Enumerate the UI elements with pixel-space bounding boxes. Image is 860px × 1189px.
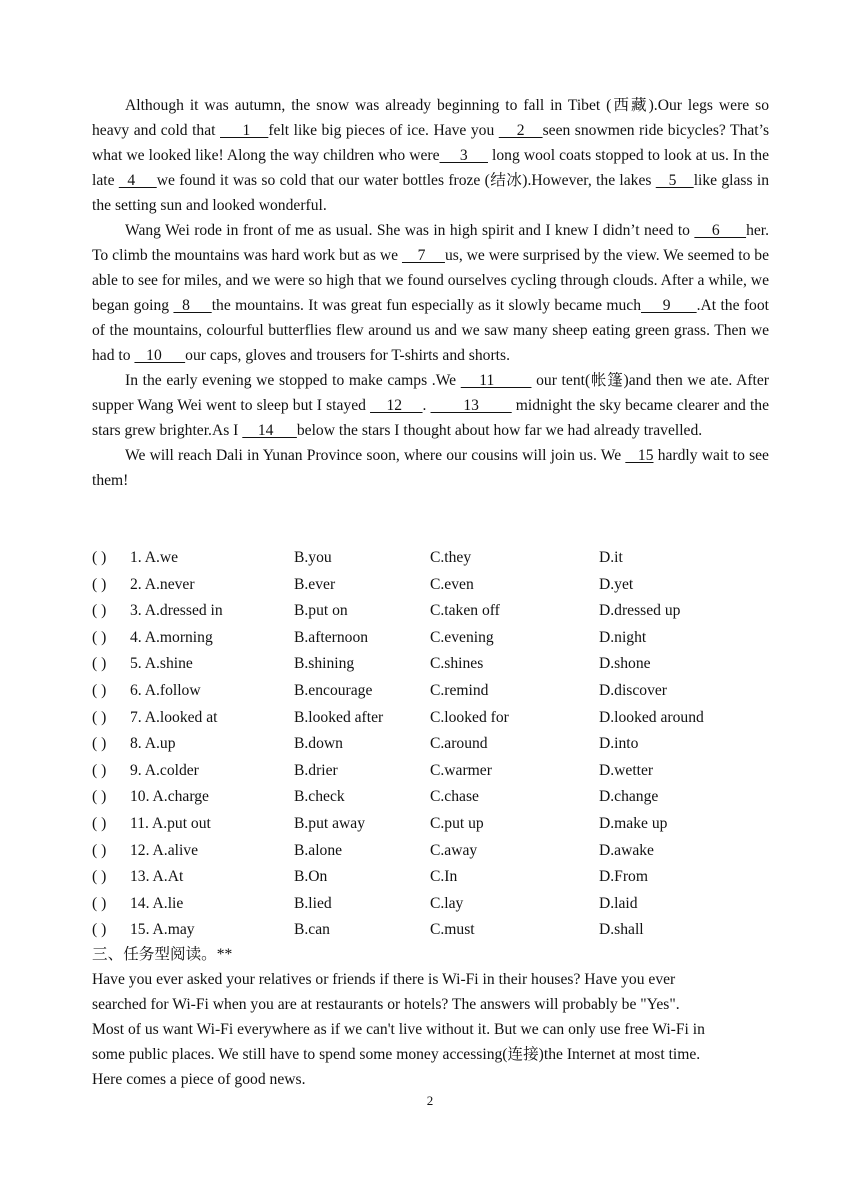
text-span: the mountains. It was great fun especially as it slowly became much — [211, 297, 641, 314]
blank-1: 1 — [220, 122, 269, 139]
option-b: B.alone — [294, 841, 343, 859]
text-span: us, we were surprised by the view. We seemed to be able to see for miles, and we were so high that we found ourselves cycling through clouds. After a while, we began going — [92, 247, 770, 314]
cloze-passage — [92, 93, 769, 493]
option-d: D.wetter — [599, 761, 654, 779]
question-row — [92, 838, 769, 865]
option-c: C.looked for — [430, 708, 509, 726]
question-row — [92, 758, 769, 785]
blank-15: 15 — [625, 447, 654, 464]
option-c: C.lay — [430, 894, 464, 912]
reading-line: some public places. We still have to spend some money accessing(连接)the Internet at most time. — [92, 1046, 701, 1063]
option-d: D.change — [599, 788, 659, 806]
option-c: C.taken off — [430, 602, 500, 620]
blank-11: 11 — [460, 372, 532, 389]
reading-line: Have you ever asked your relatives or friends if there is Wi-Fi in their houses? Have you ever — [92, 971, 676, 988]
question-row — [92, 651, 769, 678]
option-c: C.remind — [430, 681, 489, 699]
answer-bracket: ( ) — [92, 735, 107, 753]
paragraph-3 — [92, 368, 769, 443]
option-b: B.shining — [294, 655, 355, 673]
answer-bracket: ( ) — [92, 841, 107, 859]
answer-bracket: ( ) — [92, 814, 107, 832]
option-b: B.lied — [294, 894, 332, 912]
option-c: C.chase — [430, 788, 479, 806]
question-row — [92, 572, 769, 599]
option-c: C.away — [430, 841, 478, 859]
option-c: C.evening — [430, 628, 494, 646]
option-d: D.shall — [599, 921, 644, 939]
option-c: C.In — [430, 868, 458, 886]
option-d: D.into — [599, 735, 639, 753]
option-d: D.make up — [599, 814, 668, 832]
text-span: midnight the sky became clearer and the stars grew brighter.As I — [92, 397, 769, 439]
option-b: B.drier — [294, 761, 338, 779]
option-a: 15. A.may — [130, 921, 195, 939]
option-d: D.shone — [599, 655, 651, 673]
blank-13: 13 — [430, 397, 512, 414]
option-a: 8. A.up — [130, 735, 176, 753]
text-span: her. To climb the mountains was hard work but as we — [92, 222, 770, 264]
option-c: C.warmer — [430, 761, 492, 779]
answer-bracket: ( ) — [92, 575, 107, 593]
blank-14: 14 — [242, 422, 297, 439]
answer-bracket: ( ) — [92, 894, 107, 912]
option-b: B.down — [294, 735, 343, 753]
option-b: B.afternoon — [294, 628, 369, 646]
blank-10: 10 — [134, 347, 186, 364]
page-number: 2 — [426, 1093, 434, 1108]
text-span: felt like big pieces of ice. Have you — [268, 122, 499, 139]
option-a: 7. A.looked at — [130, 708, 218, 726]
text-span: Wang Wei rode in front of me as usual. She was in high spirit and I knew I didn’t need to — [125, 222, 695, 239]
option-d: D.dressed up — [599, 602, 681, 620]
blank-2: 2 — [498, 122, 543, 139]
blank-6: 6 — [694, 222, 747, 239]
question-row — [92, 784, 769, 811]
blank-7: 7 — [401, 247, 445, 264]
answer-bracket: ( ) — [92, 788, 107, 806]
answer-bracket: ( ) — [92, 921, 107, 939]
text-span: our caps, gloves and trousers for T-shirts and shorts. — [185, 347, 510, 364]
text-span: seen snowmen ride bicycles? That’s what we looked like! Along the way children who were — [92, 122, 770, 164]
question-options — [92, 545, 769, 944]
question-row — [92, 705, 769, 732]
answer-bracket: ( ) — [92, 602, 107, 620]
text-span: our tent(帐篷)and then we ate. After supper Wang Wei went to sleep but I stayed — [92, 372, 769, 414]
option-b: B.can — [294, 921, 330, 939]
text-span: like glass in the setting sun and looked wonderful. — [92, 172, 769, 214]
answer-bracket: ( ) — [92, 655, 107, 673]
text-span: Although it was autumn, the snow was already beginning to fall in Tibet (西藏).Our legs were so heavy and cold that — [92, 97, 769, 139]
blank-8: 8 — [173, 297, 212, 314]
answer-bracket: ( ) — [92, 549, 107, 566]
option-d: D.laid — [599, 894, 638, 912]
option-a: 4. A.morning — [130, 628, 213, 646]
blank-5: 5 — [655, 172, 694, 189]
text-span: hardly wait to see them! — [92, 447, 769, 489]
section-title: 三、任务型阅读。** — [92, 946, 233, 963]
reading-passage — [92, 967, 769, 1092]
text-span: .At the foot of the mountains, colourful butterflies flew around us and we saw many sheep eating green grass. Then we had to — [92, 297, 769, 364]
question-row — [92, 811, 769, 838]
blank-4: 4 — [118, 172, 157, 189]
blank-3: 3 — [439, 147, 488, 164]
reading-line: Most of us want Wi-Fi everywhere as if we can't live without it. But we can only use free Wi-Fi in — [92, 1021, 705, 1038]
question-row — [92, 598, 769, 625]
option-b: B.you — [294, 549, 332, 566]
answer-bracket: ( ) — [92, 628, 107, 646]
option-a: 2. A.never — [130, 575, 195, 593]
option-c: C.they — [430, 549, 472, 566]
question-row — [92, 917, 769, 944]
option-d: D.it — [599, 549, 623, 566]
option-c: C.put up — [430, 814, 484, 832]
option-a: 9. A.colder — [130, 761, 199, 779]
paragraph-1 — [92, 93, 769, 218]
text-span: In the early evening we stopped to make camps .We — [125, 372, 461, 389]
option-b: B.looked after — [294, 708, 384, 726]
text-span: below the stars I thought about how far we had already travelled. — [296, 422, 703, 439]
reading-line: Here comes a piece of good news. — [92, 1071, 306, 1088]
option-b: B.encourage — [294, 681, 373, 699]
option-a: 1. A.we — [130, 549, 179, 566]
option-a: 14. A.lie — [130, 894, 184, 912]
option-c: C.around — [430, 735, 488, 753]
reading-line: searched for Wi-Fi when you are at restaurants or hotels? The answers will probably be "Yes". — [92, 996, 680, 1013]
option-a: 3. A.dressed in — [130, 602, 223, 620]
text-span: long wool coats stopped to look at us. In the late — [92, 147, 770, 189]
option-d: D.yet — [599, 575, 634, 593]
blank-12: 12 — [370, 397, 423, 414]
question-row — [92, 864, 769, 891]
option-b: B.put on — [294, 602, 348, 620]
option-d: D.awake — [599, 841, 654, 859]
option-c: C.shines — [430, 655, 484, 673]
option-a: 10. A.charge — [130, 788, 209, 806]
option-b: B.On — [294, 868, 328, 886]
answer-bracket: ( ) — [92, 761, 107, 779]
paragraph-4 — [92, 443, 769, 493]
answer-bracket: ( ) — [92, 681, 107, 699]
option-a: 11. A.put out — [130, 814, 211, 832]
option-a: 6. A.follow — [130, 681, 201, 699]
text-span: We will reach Dali in Yunan Province soon, where our cousins will join us. We — [125, 447, 626, 464]
option-d: D.discover — [599, 681, 667, 699]
question-row — [92, 545, 769, 572]
text-span: we found it was so cold that our water bottles froze (结冰).However, the lakes — [156, 172, 656, 189]
answer-bracket: ( ) — [92, 708, 107, 726]
option-c: C.even — [430, 575, 474, 593]
question-row — [92, 891, 769, 918]
paragraph-2 — [92, 218, 769, 368]
question-row — [92, 731, 769, 758]
option-a: 5. A.shine — [130, 655, 193, 673]
option-d: D.night — [599, 628, 647, 646]
text-span: . — [422, 397, 431, 414]
question-row — [92, 678, 769, 705]
answer-bracket: ( ) — [92, 868, 107, 886]
option-b: B.ever — [294, 575, 336, 593]
option-b: B.put away — [294, 814, 366, 832]
option-d: D.From — [599, 868, 648, 886]
option-a: 13. A.At — [130, 868, 184, 886]
option-c: C.must — [430, 921, 475, 939]
blank-9: 9 — [641, 297, 697, 314]
option-b: B.check — [294, 788, 345, 806]
option-d: D.looked around — [599, 708, 704, 726]
option-a: 12. A.alive — [130, 841, 198, 859]
question-row — [92, 625, 769, 652]
